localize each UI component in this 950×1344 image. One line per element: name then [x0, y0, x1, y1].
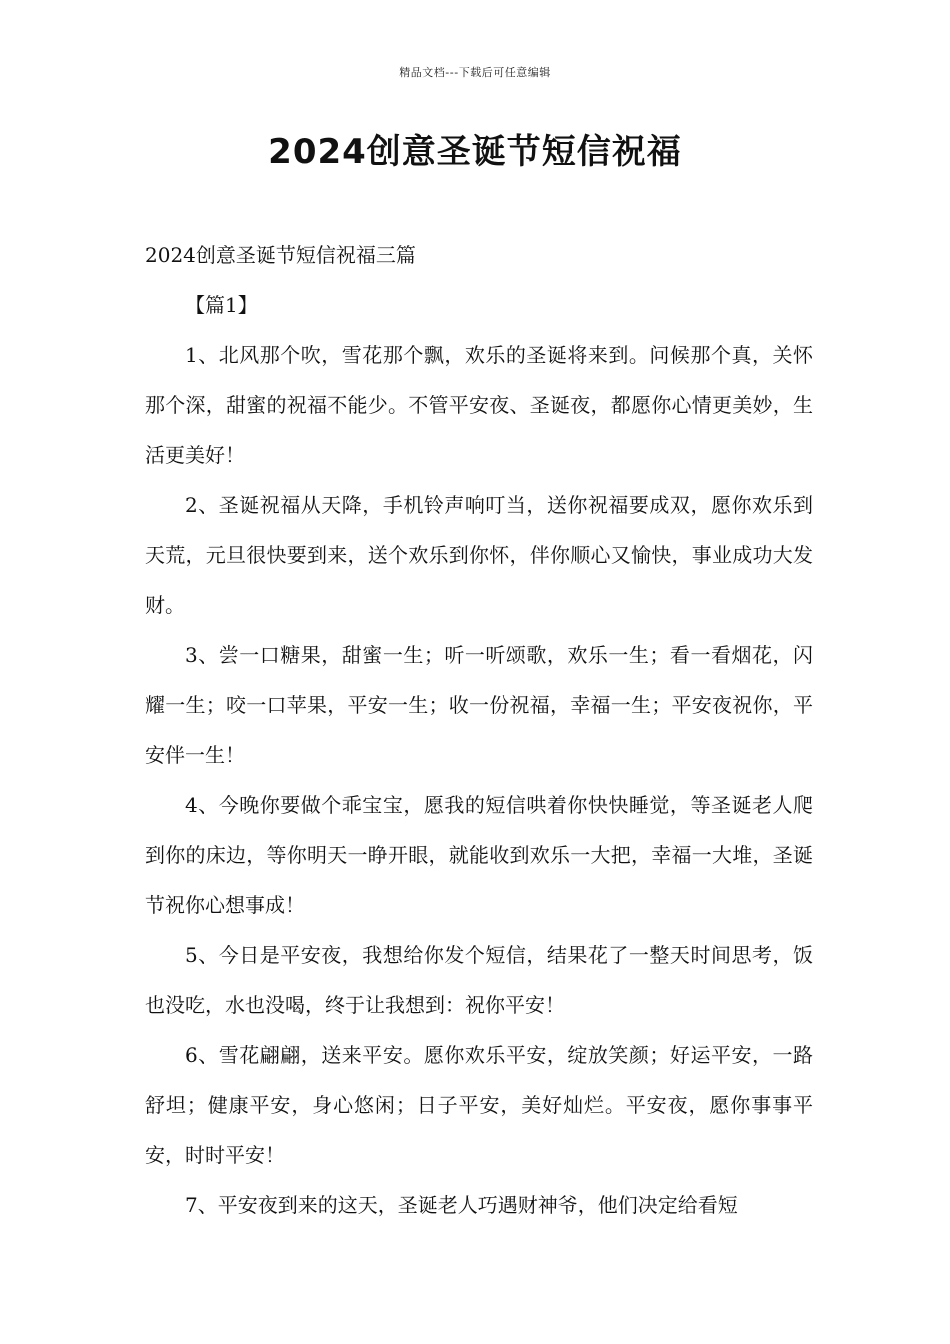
paragraph-3: 3、尝一口糖果，甜蜜一生；听一听颂歌，欢乐一生；看一看烟花，闪耀一生；咬一口苹果，平安一生；收一份祝福，幸福一生；平安夜祝你，平安伴一生！ — [145, 643, 813, 767]
document-body — [145, 230, 813, 1230]
paragraph-1: 1、北风那个吹，雪花那个飘，欢乐的圣诞将来到。问候那个真，关怀那个深，甜蜜的祝福不能少。不管平安夜、圣诞夜，都愿你心情更美妙，生活更美好！ — [145, 343, 813, 467]
paragraph-5: 5、今日是平安夜，我想给你发个短信，结果花了一整天时间思考，饭也没吃，水也没喝，终于让我想到：祝你平安！ — [145, 943, 813, 1017]
paragraph-2: 2、圣诞祝福从天降，手机铃声响叮当，送你祝福要成双，愿你欢乐到天荒，元旦很快要到来，送个欢乐到你怀，伴你顺心又愉快，事业成功大发财。 — [145, 493, 813, 617]
header-note: 精品文档---下载后可任意编辑 — [399, 66, 551, 79]
paragraph-7: 7、平安夜到来的这天，圣诞老人巧遇财神爷，他们决定给看短 — [185, 1193, 738, 1217]
paragraph-6: 6、雪花翩翩，送来平安。愿你欢乐平安，绽放笑颜；好运平安，一路舒坦；健康平安，身心悠闲；日子平安，美好灿烂。平安夜，愿你事事平安，时时平安！ — [145, 1043, 813, 1167]
paragraph-4: 4、今晚你要做个乖宝宝，愿我的短信哄着你快快睡觉，等圣诞老人爬到你的床边，等你明天一睁开眼，就能收到欢乐一大把，幸福一大堆，圣诞节祝你心想事成！ — [145, 793, 813, 917]
section-label: 【篇1】 — [185, 293, 258, 317]
document-title: 2024创意圣诞节短信祝福 — [268, 132, 682, 172]
document-subtitle: 2024创意圣诞节短信祝福三篇 — [145, 243, 416, 267]
